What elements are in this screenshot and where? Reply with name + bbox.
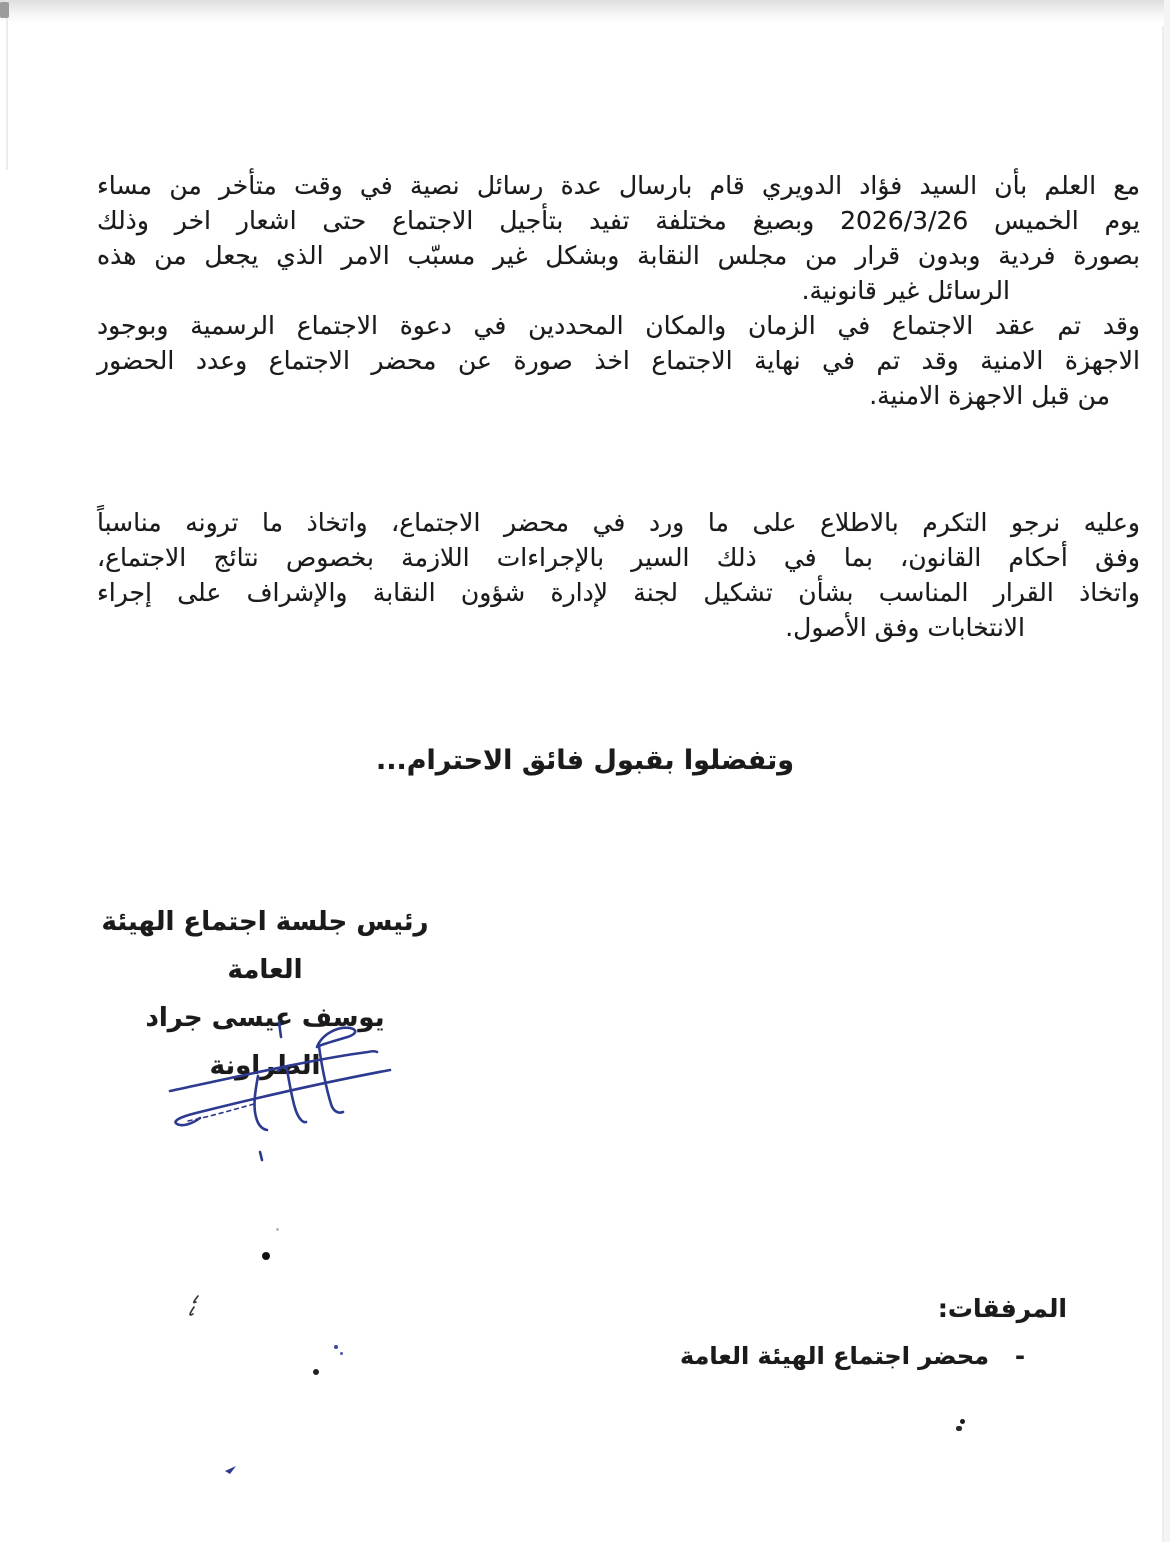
attachments-header: المرفقات: bbox=[937, 1294, 1067, 1323]
text-line: الرسائل غير قانونية. bbox=[801, 276, 1010, 305]
attachment-item bbox=[680, 1342, 1025, 1370]
scan-corner-mark bbox=[0, 2, 9, 18]
text-line: واتخاذ القرار المناسب بشأن تشكيل لجنة لإدارة شؤون النقابة والإشراف على إجراء bbox=[97, 578, 1140, 607]
ink-speck bbox=[276, 1228, 279, 1231]
blue-ink-mark bbox=[224, 1464, 238, 1476]
paragraph-block-1 bbox=[97, 168, 1140, 413]
text-line: من قبل الاجهزة الامنية. bbox=[869, 381, 1110, 410]
ink-speck bbox=[334, 1345, 338, 1349]
signer-title: رئيس جلسة اجتماع الهيئة العامة bbox=[101, 907, 429, 985]
scan-edge-top bbox=[0, 0, 1170, 24]
signature-scribble bbox=[120, 1000, 520, 1200]
ink-speck bbox=[262, 1252, 270, 1260]
ink-squiggle bbox=[186, 1293, 202, 1321]
attachment-bullet: - bbox=[1015, 1342, 1025, 1370]
paragraph-block-2 bbox=[97, 505, 1140, 645]
ink-speck bbox=[956, 1426, 962, 1431]
attachment-item-label: محضر اجتماع الهيئة العامة bbox=[679, 1342, 990, 1370]
text-line: يوم الخميس 2026/3/26 وبصيغ مختلفة تفيد بتأجيل الاجتماع حتى اشعار اخر وذلك bbox=[97, 206, 1140, 235]
text-line: الانتخابات وفق الأصول. bbox=[785, 613, 1025, 642]
text-line: الاجهزة الامنية وقد تم في نهاية الاجتماع اخذ صورة عن محضر الاجتماع وعدد الحضور bbox=[97, 346, 1140, 375]
closing-salutation: وتفضلوا بقبول فائق الاحترام... bbox=[375, 745, 795, 776]
ink-speck bbox=[960, 1419, 965, 1424]
ink-speck bbox=[340, 1352, 343, 1355]
text-line: وقد تم عقد الاجتماع في الزمان والمكان المحددين في دعوة الاجتماع الرسمية وبوجود bbox=[97, 311, 1140, 340]
scan-edge-right-line bbox=[1162, 26, 1164, 1542]
scan-edge-left-line bbox=[6, 0, 8, 170]
text-line: وفق أحكام القانون، بما في ذلك السير بالإجراءات اللازمة بخصوص نتائج الاجتماع، bbox=[97, 543, 1140, 572]
signer-name: يوسف عيسى جراد الطراونة bbox=[145, 1003, 385, 1081]
text-line: مع العلم بأن السيد فؤاد الدويري قام بارسال عدة رسائل نصية في وقت متأخر من مساء bbox=[97, 171, 1140, 200]
ink-speck bbox=[313, 1369, 319, 1375]
text-line: بصورة فردية وبدون قرار من مجلس النقابة وبشكل غير مسبّب الامر الذي يجعل من هذه bbox=[97, 241, 1140, 270]
text-line: وعليه نرجو التكرم بالاطلاع على ما ورد في محضر الاجتماع، واتخاذ ما ترونه مناسباً bbox=[97, 508, 1140, 537]
